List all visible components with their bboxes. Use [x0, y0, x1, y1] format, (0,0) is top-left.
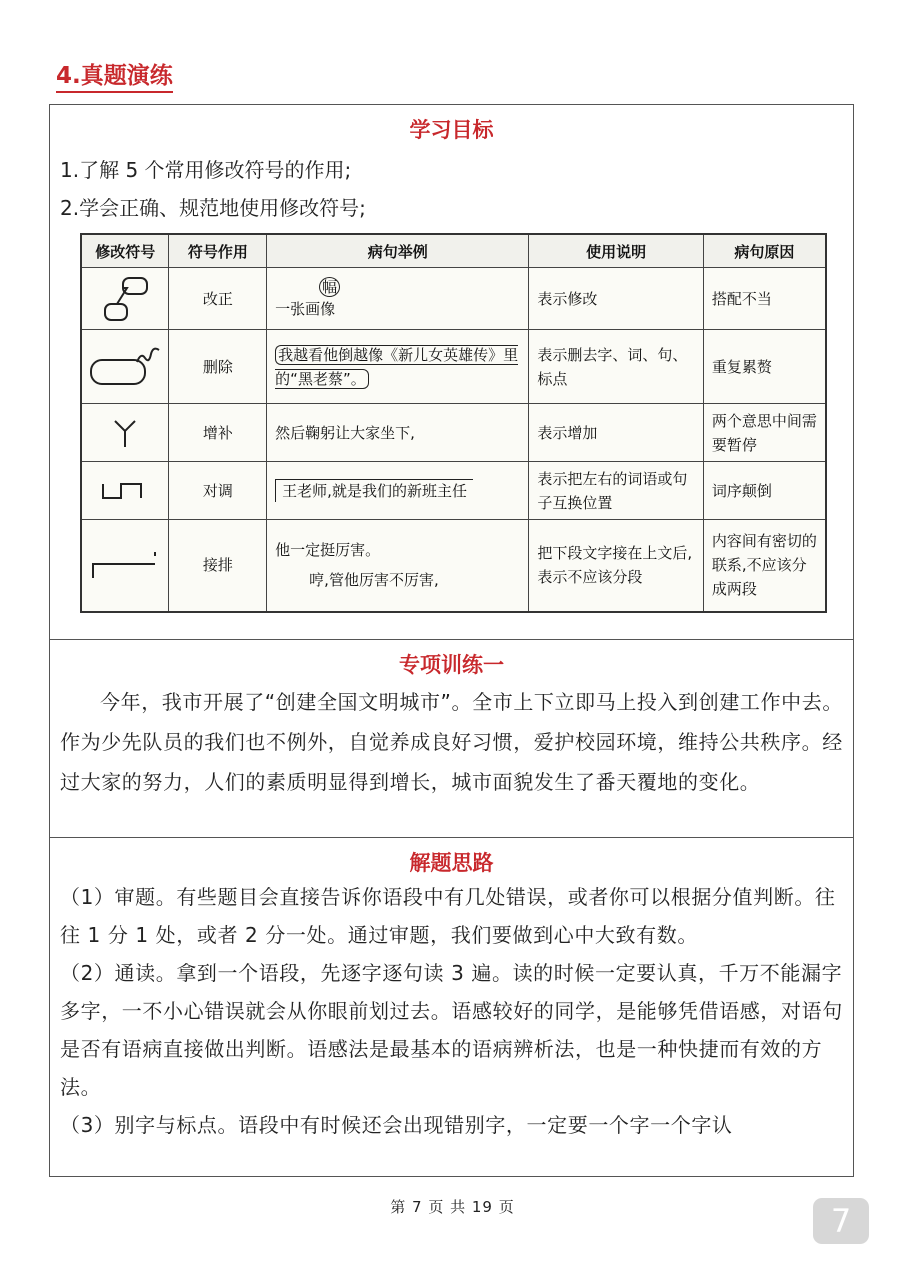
table-row [81, 268, 826, 330]
goal-line-2: 2.学会正确、规范地使用修改符号; [60, 196, 366, 220]
symbol-table-header [81, 234, 826, 268]
header-reason: 病句原因 [703, 234, 826, 268]
page-footer: 第 7 页 共 19 页 [390, 1198, 515, 1216]
content-frame [49, 104, 854, 1177]
row5-reason: 内容间有密切的联系,不应该分成两段 [703, 520, 826, 612]
table-row [81, 462, 826, 520]
header-example: 病句举例 [267, 234, 529, 268]
approach-step-3: （3）别字与标点。语段中有时候还会出现错别字，一定要一个字一个字认 [60, 1113, 733, 1137]
row2-reason: 重复累赘 [703, 330, 826, 404]
training-paragraph: 今年，我市开展了“创建全国文明城市”。全市上下立即马上投入到创建工作中去。作为少先队员的我们也不例外，自觉养成良好习惯，爱护校园环境，维持公共秩序。经过大家的努力，人们的素质明显得到增长，城市面貌发生了番天覆地的变化。 [60, 690, 843, 794]
table-row [81, 404, 826, 462]
row3-example: 然后鞠躬让大家坐下, [267, 404, 529, 462]
join-mark-icon [85, 540, 165, 590]
page-number-badge: 7 [813, 1198, 869, 1244]
section-heading: 4.真题演练 [56, 62, 173, 93]
row2-example [267, 330, 529, 404]
training-panel [50, 639, 853, 837]
row4-usage: 表示把左右的词语或句子互换位置 [529, 462, 703, 520]
row5-example [267, 520, 529, 612]
row2-function: 删除 [169, 330, 267, 404]
delete-mark-icon [85, 342, 165, 392]
row1-example [267, 268, 529, 330]
header-symbol: 修改符号 [81, 234, 169, 268]
swap-mark-icon [95, 476, 155, 506]
row5-usage: 把下段文字接在上文后,表示不应该分段 [529, 520, 703, 612]
header-function: 符号作用 [169, 234, 267, 268]
row5-function: 接排 [169, 520, 267, 612]
insert-mark-icon [105, 413, 145, 453]
approach-title: 解题思路 [409, 851, 494, 875]
header-usage: 使用说明 [529, 234, 703, 268]
training-title: 专项训练一 [399, 653, 504, 677]
approach-step-2: （2）通读。拿到一个语段，先逐字逐句读 3 遍。读的时候一定要认真，千万不能漏字多字，一不小心错误就会从你眼前划过去。语感较好的同学，是能够凭借语感，对语句是否有语病直接做出判断。语感法是最基本的语病辨析法，也是一种快捷而有效的方法。 [60, 961, 843, 1099]
symbol-table [80, 233, 827, 613]
row3-reason: 两个意思中间需要暂停 [703, 404, 826, 462]
row1-example-text: 一张画像 [275, 299, 336, 318]
row1-usage: 表示修改 [529, 268, 703, 330]
table-row [81, 330, 826, 404]
row4-reason: 词序颠倒 [703, 462, 826, 520]
row4-example-text: 王老师,就是我们的新班主任 [275, 479, 473, 502]
approach-panel [50, 837, 853, 1178]
row5-example-line2: 哼,管他厉害不厉害, [309, 571, 439, 590]
row2-usage: 表示删去字、词、句、标点 [529, 330, 703, 404]
row1-reason: 搭配不当 [703, 268, 826, 330]
table-row [81, 520, 826, 612]
replace-mark-icon [95, 274, 155, 324]
learning-goals-panel [50, 105, 853, 639]
learning-goals-title: 学习目标 [409, 118, 494, 142]
row5-example-line1: 他一定挺厉害。 [275, 541, 381, 560]
row1-function: 改正 [169, 268, 267, 330]
approach-step-1: （1）审题。有些题目会直接告诉你语段中有几处错误，或者你可以根据分值判断。往往 1 分 1 处，或者 2 分一处。通过审题，我们要做到心中大致有数。 [60, 885, 836, 947]
row2-example-text: 我越看他倒越像《新儿女英雄传》里的“黑老蔡”。 [275, 345, 519, 388]
row4-function: 对调 [169, 462, 267, 520]
row4-example [267, 462, 529, 520]
row1-example-insert: 幅 [319, 277, 340, 297]
goal-line-1: 1.了解 5 个常用修改符号的作用; [60, 158, 352, 182]
row3-usage: 表示增加 [529, 404, 703, 462]
row3-function: 增补 [169, 404, 267, 462]
